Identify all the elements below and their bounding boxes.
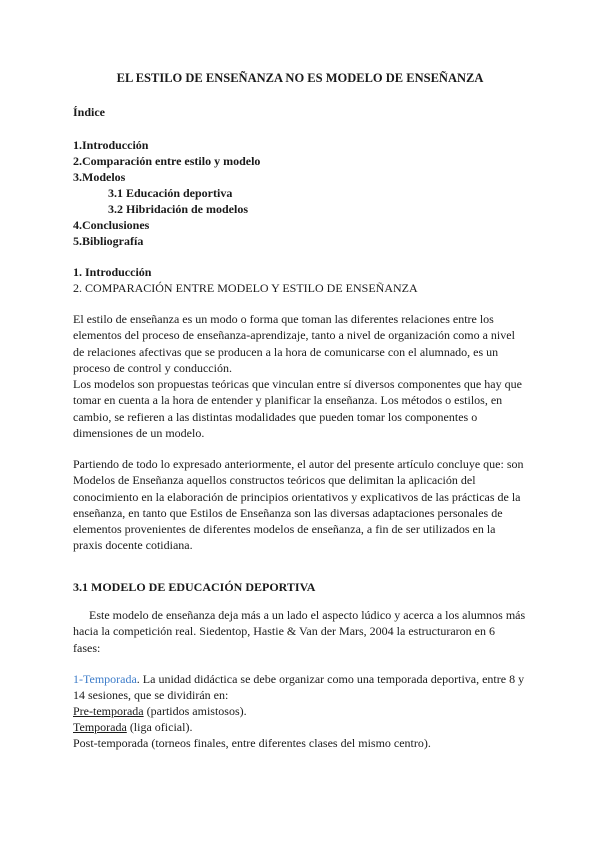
- paragraph-line: tomar en cuenta a la hora de entender y planificar la enseñanza. Los métodos o estilos, en: [73, 393, 503, 408]
- document-title: EL ESTILO DE ENSEÑANZA NO ES MODELO DE ENSEÑANZA: [116, 71, 484, 85]
- paragraph-line: conocimiento en la elaboración de principios orientativos y explicativos de las prácticas de la: [73, 489, 521, 504]
- paragraph-line: fases:: [73, 640, 101, 655]
- index-item-hybridization: 3.2 Hibridación de modelos: [108, 202, 249, 216]
- paragraph-line: de relaciones afectivas que se producen a la hora de comunicarse con el alumnado, es un: [73, 344, 499, 359]
- paragraph-line: proceso de control y conducción.: [73, 360, 232, 375]
- index-item-bibliography: 5.Bibliografía: [73, 234, 144, 248]
- paragraph-line: cambio, se refieren a las distintas modalidades que pueden tomar los componentes o: [73, 409, 478, 424]
- paragraph-conclusion: [73, 456, 543, 554]
- paragraph-line: Este modelo de enseñanza deja más a un lado el aspecto lúdico y acerca a los alumnos más: [89, 608, 526, 622]
- section31-heading: 3.1 MODELO DE EDUCACIÓN DEPORTIVA: [73, 580, 316, 594]
- paragraph-style-vs-model: [73, 311, 543, 441]
- paragraph-line: El estilo de enseñanza es un modo o forma que toman las diferentes relaciones entre los: [73, 312, 494, 326]
- paragraph-line: Los modelos son propuestas teóricas que vinculan entre sí diversos componentes que hay que: [73, 377, 522, 392]
- index-item-models: 3.Modelos: [73, 170, 126, 184]
- section1-heading: 1. Introducción: [73, 265, 152, 279]
- section2-heading: 2. COMPARACIÓN ENTRE MODELO Y ESTILO DE ENSEÑANZA: [73, 281, 418, 295]
- phase1-text: . La unidad didáctica se debe organizar como una temporada deportiva, entre 8 y: [136, 672, 525, 686]
- paragraph-line: elementos del proceso de enseñanza-aprendizaje, tanto a nivel de organización como a nivel: [73, 328, 515, 343]
- paragraph-line: enseñanza, en tanto que Estilos de Enseñanza son las diversas adaptaciones personales de: [73, 505, 503, 520]
- pre-season-text: (partidos amistosos).: [143, 704, 247, 718]
- paragraph-line: praxis docente cotidiana.: [73, 538, 193, 553]
- season-label: Temporada: [73, 720, 127, 734]
- paragraph-sport-education: [73, 607, 543, 656]
- phase1-line: [73, 671, 524, 687]
- season-line: [73, 719, 192, 735]
- post-season-line: Post-temporada (torneos finales, entre diferentes clases del mismo centro).: [73, 736, 431, 750]
- pre-season-label: Pre-temporada: [73, 704, 144, 718]
- index-heading: Índice: [73, 105, 106, 119]
- phase1-text-continued: 14 sesiones, que se dividirán en:: [73, 688, 229, 702]
- phase1-label: 1-Temporada: [73, 672, 137, 686]
- paragraph-line: Partiendo de todo lo expresado anteriormente, el autor del presente artículo concluye que: son: [73, 457, 524, 471]
- index-item-comparison: 2.Comparación entre estilo y modelo: [73, 154, 261, 168]
- index-item-introduction: 1.Introducción: [73, 138, 149, 152]
- paragraph-line: Modelos de Enseñanza aquellos constructos teóricos que delimitan la aplicación del: [73, 473, 476, 488]
- index-item-conclusions: 4.Conclusiones: [73, 218, 150, 232]
- pre-season-line: [73, 703, 247, 719]
- paragraph-line: hacia la competición real. Siedentop, Hastie & Van der Mars, 2004 la estructuraron en 6: [73, 624, 495, 639]
- paragraph-line: dimensiones de un modelo.: [73, 426, 205, 441]
- index-item-sport-education: 3.1 Educación deportiva: [108, 186, 233, 200]
- paragraph-line: elementos provenientes de diferentes modelos de enseñanza, a fin de ser utilizados en la: [73, 522, 496, 537]
- season-text: (liga oficial).: [126, 720, 193, 734]
